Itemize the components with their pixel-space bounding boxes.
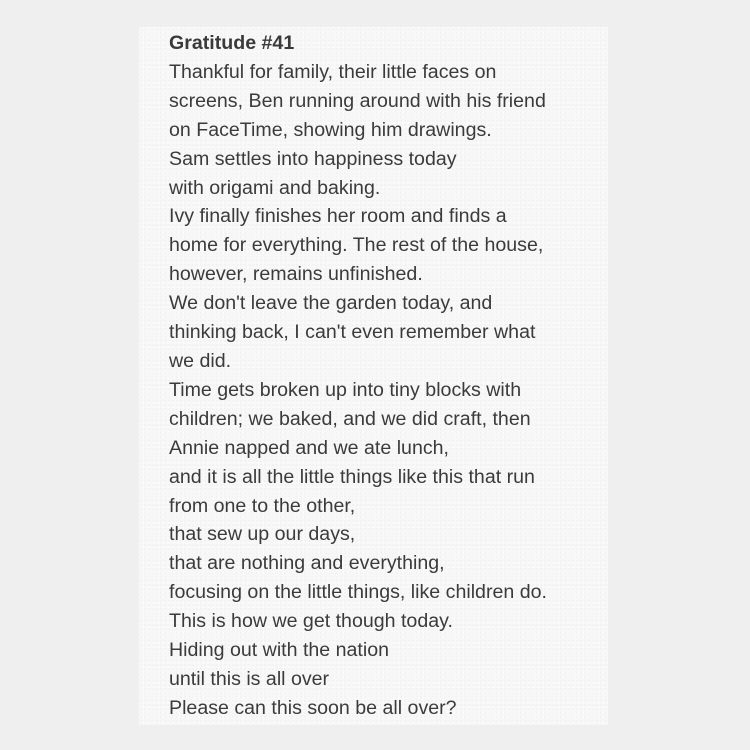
note-line: until this is all over bbox=[169, 667, 330, 690]
note-line: Thankful for family, their little faces on bbox=[169, 60, 497, 83]
note-line: Annie napped and we ate lunch, bbox=[169, 436, 449, 459]
note-line: home for everything. The rest of the house, bbox=[169, 234, 544, 257]
note-line: we did. bbox=[169, 349, 232, 372]
note-line: focusing on the little things, like children do. bbox=[169, 581, 547, 604]
note-line: We don't leave the garden today, and bbox=[169, 292, 493, 315]
note-line: that sew up our days, bbox=[169, 523, 356, 546]
note-line: Time gets broken up into tiny blocks with bbox=[169, 378, 522, 401]
note-line: however, remains unfinished. bbox=[169, 263, 423, 286]
note-title: Gratitude #41 bbox=[169, 32, 295, 54]
note-line: Sam settles into happiness today bbox=[169, 147, 457, 170]
note-line: This is how we get though today. bbox=[169, 610, 453, 633]
note-line: Hiding out with the nation bbox=[169, 639, 390, 662]
note-line: Please can this soon be all over? bbox=[169, 696, 457, 719]
note-line: that are nothing and everything, bbox=[169, 552, 445, 575]
note-body bbox=[169, 29, 599, 723]
note-line: screens, Ben running around with his friend bbox=[169, 89, 546, 112]
note-line: thinking back, I can't even remember what bbox=[169, 321, 536, 344]
note-line: with origami and baking. bbox=[169, 176, 381, 199]
note-line: and it is all the little things like this that run bbox=[169, 465, 535, 488]
note-line: on FaceTime, showing him drawings. bbox=[169, 118, 492, 141]
note-line: Ivy finally finishes her room and finds a bbox=[169, 205, 507, 228]
note-line: from one to the other, bbox=[169, 494, 356, 517]
note-line: children; we baked, and we did craft, then bbox=[169, 407, 531, 430]
